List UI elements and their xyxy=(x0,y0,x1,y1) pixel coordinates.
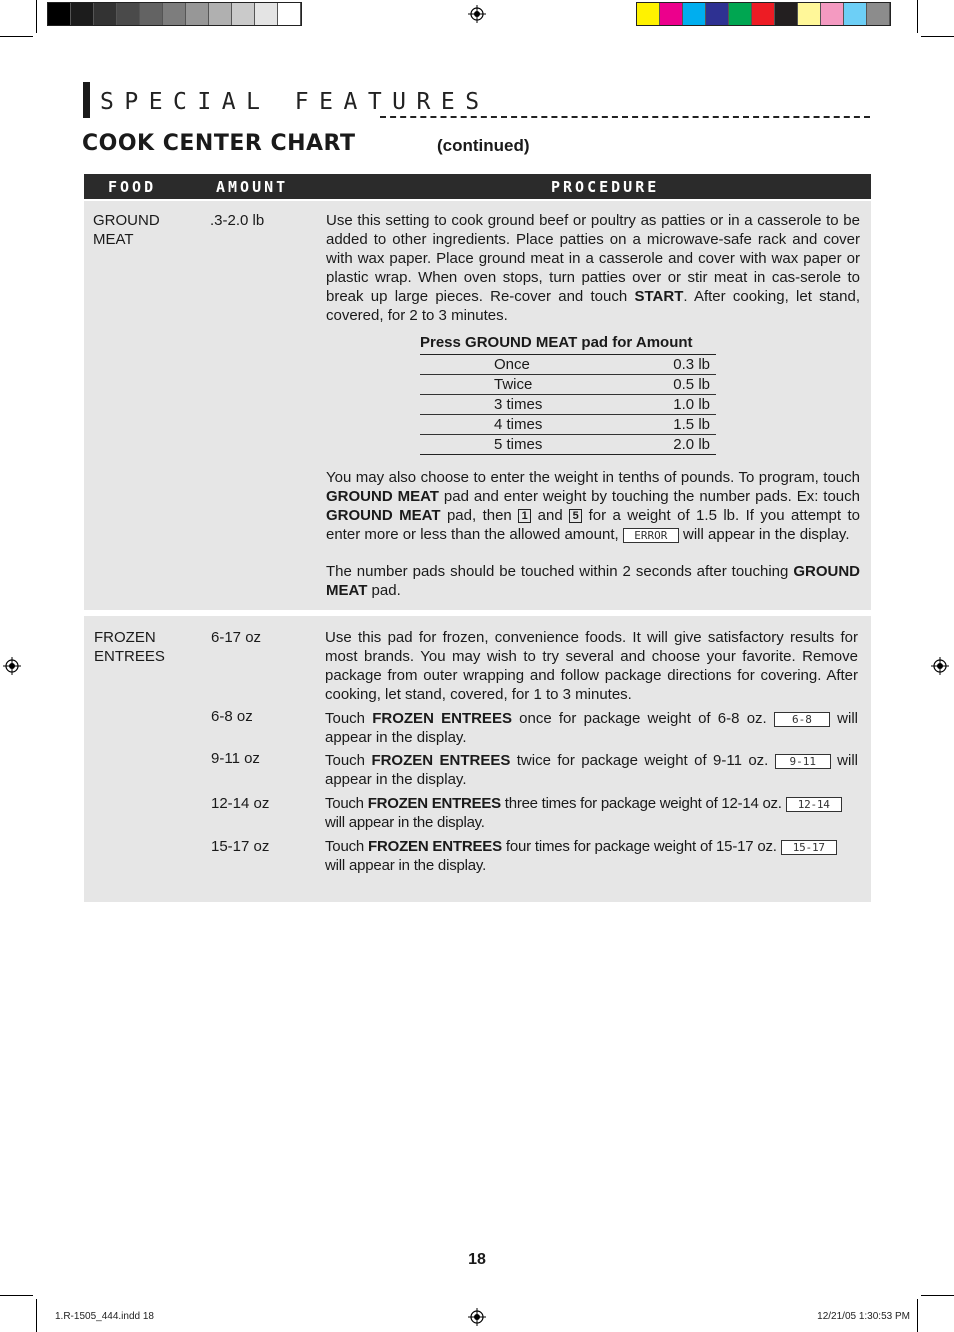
cmyk-color-bar xyxy=(636,2,891,26)
food-name-line: FROZEN xyxy=(94,629,156,646)
procedure-text-part: Touch xyxy=(325,752,372,769)
chart-title: COOK CENTER CHART xyxy=(82,131,356,156)
procedure-text-part: will appear in the display. xyxy=(325,857,487,874)
frozen-entrees-key-label: FROZEN ENTREES xyxy=(372,710,512,727)
column-header-food: FOOD xyxy=(108,178,157,196)
procedure-text-part: four times for package weight of 15-17 oz. xyxy=(501,838,777,855)
food-name-line: GROUND xyxy=(93,212,160,229)
color-swatch xyxy=(821,3,844,25)
color-swatch xyxy=(706,3,729,25)
column-header-amount: AMOUNT xyxy=(216,178,289,196)
procedure-text-part: twice for package weight of 9-11 oz. xyxy=(510,752,769,769)
table-row xyxy=(420,395,716,415)
color-swatch xyxy=(163,3,186,25)
color-swatch xyxy=(844,3,867,25)
food-name xyxy=(94,628,165,666)
color-swatch xyxy=(71,3,94,25)
procedure-text-part: will appear in the display. xyxy=(325,710,858,746)
procedure-text xyxy=(326,468,860,544)
crop-mark xyxy=(36,1299,37,1332)
ground-meat-key-label: GROUND MEAT xyxy=(326,563,860,599)
color-swatch xyxy=(94,3,117,25)
procedure-text-part: You may also choose to enter the weight in tenths of pounds. To program, touch xyxy=(326,469,860,486)
procedure-text-part: Touch xyxy=(325,838,368,855)
frozen-entrees-key-label: FROZEN ENTREES xyxy=(367,795,501,812)
color-swatch xyxy=(637,3,660,25)
color-swatch xyxy=(48,3,71,25)
food-name xyxy=(93,211,160,249)
frozen-entrees-key-label: FROZEN ENTREES xyxy=(368,838,502,855)
section-title: SPECIAL FEATURES xyxy=(100,89,490,115)
amount-table-header: Press GROUND MEAT pad for Amount xyxy=(420,333,716,355)
column-header-procedure: PROCEDURE xyxy=(551,178,660,196)
ground-meat-amount-table xyxy=(420,333,716,455)
crop-mark xyxy=(0,1295,33,1296)
procedure-text-part: Use this setting to cook ground beef or poultry as patties or in a casserole to be added to other ingredients. Place patties on a microwave-safe rack and cover with wax paper. Place ground meat in a casserole and cover with wax paper or plastic wrap. When oven stops, turn patties over or stir meat in cas-serole to break up large pieces. Re-cover and touch xyxy=(326,212,860,305)
procedure-text-part: pad. xyxy=(367,582,401,599)
press-count: 5 times xyxy=(494,436,543,453)
number-key-5: 5 xyxy=(569,509,582,523)
lcd-display: 15-17 xyxy=(781,840,837,855)
crop-mark xyxy=(917,0,918,33)
table-row xyxy=(420,355,716,375)
food-name-line: ENTREES xyxy=(94,648,165,665)
lcd-display: 12-14 xyxy=(786,797,842,812)
food-name-line: MEAT xyxy=(93,231,134,248)
footer-timestamp: 12/21/05 1:30:53 PM xyxy=(817,1311,910,1322)
procedure-text-part: Touch xyxy=(325,795,368,812)
color-swatch xyxy=(752,3,775,25)
crop-mark xyxy=(921,1295,954,1296)
press-count: Twice xyxy=(494,376,533,393)
procedure-text-part: pad and enter weight by touching the number pads. Ex: touch xyxy=(438,488,860,505)
procedure-text-part: The number pads should be touched within 2 seconds after touching xyxy=(326,563,794,580)
amount-range: 6-17 oz xyxy=(211,629,262,646)
color-swatch xyxy=(186,3,209,25)
number-key-1: 1 xyxy=(518,509,531,523)
procedure-text: Use this pad for frozen, convenience foods. It will give satisfactory results for most brands. You may wish to try several and choose your favorite. Remove package from outer wrapping and follow package directions for covering. After cooking, let stand, covered, for 1 to 3 minutes. xyxy=(325,629,858,703)
ground-meat-key-label: GROUND MEAT xyxy=(326,488,439,505)
color-swatch xyxy=(729,3,752,25)
color-swatch xyxy=(660,3,683,25)
amount-value: 12-14 oz xyxy=(211,795,270,812)
amount-value: 9-11 oz xyxy=(211,750,260,767)
lcd-display: 9-11 xyxy=(775,754,831,769)
procedure-text xyxy=(326,211,860,325)
procedure-text-part: will appear in the display. xyxy=(678,526,850,543)
procedure-text xyxy=(325,837,858,875)
procedure-text-part: and xyxy=(531,507,570,524)
page-number: 18 xyxy=(468,1251,486,1268)
amount-value: 0.5 lb xyxy=(673,376,710,393)
amount-value: 1.0 lb xyxy=(673,396,710,413)
section-rule xyxy=(380,116,870,118)
amount-value: 15-17 oz xyxy=(211,838,270,855)
press-count: Once xyxy=(494,356,530,373)
error-display: ERROR xyxy=(623,528,679,543)
registration-mark-icon xyxy=(931,657,949,675)
press-count: 3 times xyxy=(494,396,543,413)
registration-mark-icon xyxy=(3,657,21,675)
color-swatch xyxy=(683,3,706,25)
procedure-text-part: once for package weight of 6-8 oz. xyxy=(511,710,767,727)
procedure-text xyxy=(325,751,858,789)
procedure-text xyxy=(326,562,860,600)
procedure-text xyxy=(325,794,858,832)
amount-value: 2.0 lb xyxy=(673,436,710,453)
crop-mark xyxy=(36,0,37,33)
procedure-text-part: three times for package weight of 12-14 oz. xyxy=(500,795,782,812)
procedure-text-part: . After cooking, let stand, covered, for 2 to 3 minutes. xyxy=(326,288,860,324)
press-count: 4 times xyxy=(494,416,543,433)
color-swatch xyxy=(278,3,301,25)
procedure-text-part: for a weight of 1.5 lb. If you attempt to enter more or less than the allowed amount, xyxy=(326,507,861,543)
table-row xyxy=(420,435,716,455)
color-swatch xyxy=(775,3,798,25)
procedure-text xyxy=(325,709,858,747)
crop-mark xyxy=(921,36,954,37)
amount-value: 0.3 lb xyxy=(673,356,710,373)
color-swatch xyxy=(140,3,163,25)
crop-mark xyxy=(0,36,33,37)
amount-value: 6-8 oz xyxy=(211,708,253,725)
frozen-entrees-key-label: FROZEN ENTREES xyxy=(371,752,511,769)
procedure-text-part: Touch xyxy=(325,710,373,727)
grayscale-color-bar xyxy=(47,2,302,26)
color-swatch xyxy=(117,3,140,25)
registration-mark-icon xyxy=(468,1308,486,1326)
table-row xyxy=(420,415,716,435)
table-header xyxy=(84,174,871,199)
procedure-text-part: pad, then xyxy=(440,507,519,524)
color-swatch xyxy=(255,3,278,25)
chart-title-note: (continued) xyxy=(437,136,530,155)
table-row xyxy=(420,375,716,395)
color-swatch xyxy=(232,3,255,25)
start-key-label: START xyxy=(634,288,684,305)
footer-file-name: 1.R-1505_444.indd 18 xyxy=(55,1311,154,1322)
section-marker xyxy=(83,82,90,118)
crop-mark xyxy=(917,1299,918,1332)
color-swatch xyxy=(209,3,232,25)
registration-mark-icon xyxy=(468,5,486,23)
color-swatch xyxy=(798,3,821,25)
amount-range: .3-2.0 lb xyxy=(210,212,265,229)
procedure-text-part: will appear in the display. xyxy=(325,814,485,831)
procedure-text-part: will appear in the display. xyxy=(325,752,858,788)
amount-value: 1.5 lb xyxy=(673,416,710,433)
ground-meat-key-label: GROUND MEAT xyxy=(326,507,441,524)
color-swatch xyxy=(867,3,890,25)
lcd-display: 6-8 xyxy=(774,712,830,727)
